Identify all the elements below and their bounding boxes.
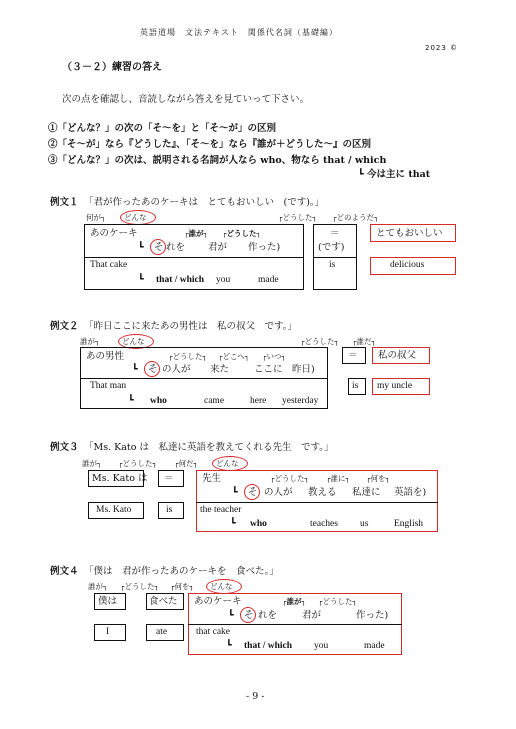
ex2-jp-pred: 私の叔父: [378, 350, 417, 361]
ex1-tag-doushita: ┌どうした┐: [278, 213, 318, 222]
section-title: （３－２）練習の答え: [62, 62, 162, 73]
point-1: ①「どんな？」の次の「そ～を」と「そ～が」の区別: [48, 123, 277, 134]
ex4-en-you: you: [314, 641, 329, 651]
ex1-jp-rest: れを: [166, 242, 186, 253]
ex3-arrow-a: ┗: [232, 487, 238, 498]
ex4-jp-noun: あのケーキ: [194, 596, 242, 607]
ex1-jp-tsukutta: 作った): [248, 242, 281, 253]
ex2-en-arrow: ┗: [128, 396, 134, 406]
note: ┗ 今は主に that: [358, 169, 431, 180]
ex1-jp-pred: とてもおいしい: [376, 228, 443, 239]
ex4-jp-tsukutta: 作った): [356, 610, 389, 621]
ex2-en-noun: That man: [90, 381, 127, 391]
ex4-en-subj: I: [106, 627, 110, 637]
ex4-jp-rest: れを: [258, 610, 278, 621]
ex2-tag-donna: どんな: [122, 337, 145, 346]
ex1-jp-kimi: 君が: [208, 242, 228, 253]
ex1-tag-doushita2: ┌どうした┐: [222, 229, 262, 238]
ex4-en-made: made: [364, 641, 385, 651]
ex3-jp-eigo: 英語を): [394, 487, 427, 498]
ex2-tag-dare: 誰が┐: [80, 337, 100, 346]
ex1-eq-divider: [313, 257, 357, 258]
ex3-jp-watashi: 私達に: [352, 487, 381, 498]
ex4-tag-naniwo: ┌何を┐: [170, 582, 195, 591]
ex4-tag-donna: どんな: [210, 582, 233, 591]
ex1-jp-desu: (です): [318, 242, 345, 253]
ex1-en-you: you: [216, 275, 231, 285]
ex3-jp-so: そ: [248, 487, 258, 498]
ex2-en-here: here: [250, 396, 267, 406]
ex2-tag-dokoe: ┌どこへ┐: [218, 352, 250, 361]
ex4-jp-so: そ: [244, 610, 254, 621]
ex4-en-arrow: ┗: [226, 641, 232, 651]
ex3-en-arrow: ┗: [230, 519, 236, 529]
ex1-sentence: 「君が作ったあのケーキは とてもおいしい (です)。」: [84, 197, 325, 208]
ex4-tag-dareg: ┌誰が┐: [282, 597, 307, 606]
ex1-jp-eq: ＝: [330, 228, 340, 239]
header-year: 2023 ©: [425, 44, 459, 52]
ex1-tag-dareg: ┌誰が┐: [184, 229, 209, 238]
header-title: 英語道場 文法テキスト 関係代名詞（基礎編）: [140, 28, 338, 37]
ex4-divider: [188, 624, 402, 625]
ex2-tag-doushita2: ┌どうした┐: [300, 337, 340, 346]
ex4-en-subj-box: [94, 624, 126, 641]
ex2-jp-kinou: 昨日): [292, 364, 315, 375]
ex3-tag-doushita2: ┌どうした┐: [270, 474, 310, 483]
ex1-label: 例文１: [50, 197, 79, 208]
ex3-en-is: is: [166, 505, 173, 515]
ex1-en-is: is: [329, 260, 336, 270]
ex2-jp-rest: の人が: [162, 364, 191, 375]
ex1-divider: [84, 257, 304, 258]
ex2-en-pred: my uncle: [377, 381, 413, 391]
ex3-tag-doushita: ┌どうした┐: [118, 459, 158, 468]
ex2-jp-so: そ: [148, 364, 158, 375]
ex3-en-teaches: teaches: [310, 519, 338, 529]
ex3-tag-dare: 誰が┐: [82, 459, 102, 468]
ex3-en-noun: the teacher: [200, 505, 242, 515]
ex4-sentence: 「僕は 君が作ったあのケーキを 食べた。」: [84, 566, 279, 577]
ex3-label: 例文３: [50, 442, 79, 453]
section-intro: 次の点を確認し、音読しながら答えを見ていって下さい。: [62, 94, 310, 105]
ex1-en-noun: That cake: [90, 260, 128, 270]
page-number: - 9 -: [246, 691, 265, 702]
ex2-arrow-a: ┗: [132, 364, 138, 375]
ex1-tag-nani: 何が┐: [86, 213, 106, 222]
ex3-jp-subj: Ms. Kato は: [92, 473, 148, 484]
ex4-tag-doushita: ┌どうした┐: [120, 582, 160, 591]
ex2-jp-eq: ＝: [348, 350, 358, 361]
ex4-tag-doushita2: ┌どうした┐: [318, 597, 358, 606]
ex2-en-came: came: [204, 396, 225, 406]
ex3-sentence: 「Ms. Kato は 私達に英語を教えてくれる先生 です。」: [84, 442, 334, 453]
ex3-en-subj: Ms. Kato: [96, 505, 132, 515]
ex3-tag-naniwo: ┌何を┐: [366, 474, 391, 483]
ex1-en-rel: that / which: [156, 275, 205, 285]
ex4-arrow-a: ┗: [228, 610, 234, 621]
ex4-label: 例文４: [50, 566, 79, 577]
ex3-tag-darenii: ┌誰に┐: [326, 474, 351, 483]
ex1-en-arrow: ┗: [138, 275, 144, 285]
ex3-en-english: English: [394, 519, 424, 529]
ex3-tag-nanida: ┌何だ┐: [174, 459, 199, 468]
point-3: ③「どんな？」の次は、説明される名詞が人なら who、物なら that / which: [48, 155, 387, 166]
ex2-tag-dareda: ┌誰だ┐: [352, 337, 377, 346]
ex1-tag-donna: どんな: [124, 213, 147, 222]
ex4-jp-verb: 食べた: [149, 596, 178, 607]
ex3-jp-oshieru: 教える: [308, 487, 337, 498]
ex2-jp-kita: 来た: [210, 364, 230, 375]
ex4-en-rel: that / which: [244, 641, 293, 651]
ex1-arrow-a: ┗: [138, 242, 144, 253]
ex4-en-verb: ate: [156, 627, 168, 637]
ex1-tag-donoyouda: ┌どのようだ┐: [332, 213, 379, 222]
ex2-en-yesterday: yesterday: [282, 396, 319, 406]
ex2-en-rel: who: [150, 396, 167, 406]
ex4-en-noun: that cake: [196, 627, 231, 637]
ex2-tag-doushita: ┌どうした┐: [168, 352, 208, 361]
ex4-jp-kimi: 君が: [302, 610, 322, 621]
ex3-jp-noun: 先生: [202, 473, 222, 484]
ex2-en-is: is: [352, 381, 359, 391]
point-2: ②「そ～が」なら『どうした』、「そ～を」なら『誰が＋どうした～』の区別: [48, 139, 372, 150]
ex2-sentence: 「昨日ここに来たあの男性は 私の叔父 です。」: [84, 321, 297, 332]
ex3-en-us: us: [360, 519, 369, 529]
ex3-en-rel: who: [250, 519, 267, 529]
ex2-label: 例文２: [50, 321, 79, 332]
ex3-tag-donna: どんな: [216, 459, 239, 468]
ex2-jp-noun: あの男性: [86, 351, 125, 362]
ex1-jp-so: そ: [154, 242, 164, 253]
ex2-divider: [80, 378, 328, 379]
ex1-en-made: made: [258, 275, 279, 285]
ex2-tag-itsu: ┌いつ┐: [262, 352, 287, 361]
ex3-divider: [196, 502, 438, 503]
ex3-jp-eq: ＝: [164, 473, 174, 484]
ex3-jp-rest: の人が: [264, 487, 293, 498]
ex2-jp-koko: ここに: [254, 364, 283, 375]
ex4-jp-subj: 僕は: [98, 596, 118, 607]
ex1-en-pred: delicious: [390, 260, 425, 270]
ex4-tag-dare: 誰が┐: [88, 582, 108, 591]
ex1-jp-noun: あのケーキ: [90, 228, 138, 239]
